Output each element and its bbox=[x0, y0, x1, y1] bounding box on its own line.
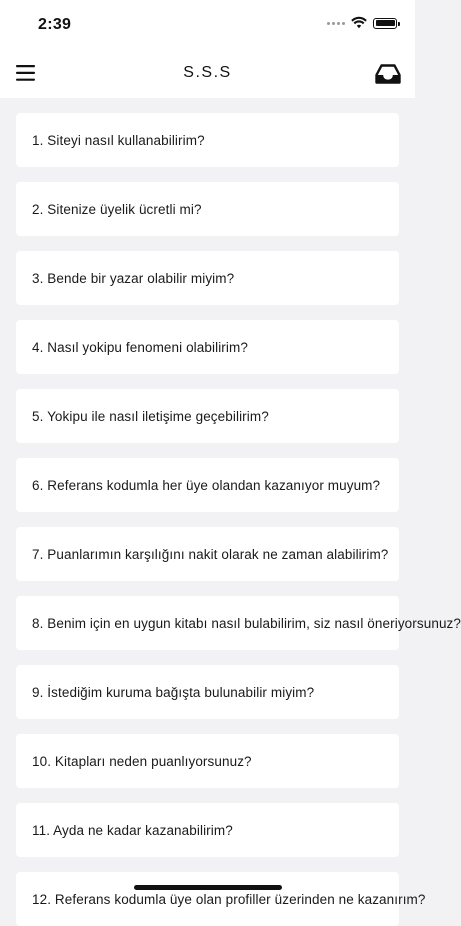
faq-question: 10. Kitapları neden puanlıyorsunuz? bbox=[32, 753, 252, 769]
faq-question: 8. Benim için en uygun kitabı nasıl bulabilirim, siz nasıl öneriyorsunuz? bbox=[32, 615, 461, 631]
battery-icon bbox=[373, 18, 397, 29]
faq-item[interactable] bbox=[16, 803, 399, 857]
faq-item[interactable] bbox=[16, 320, 399, 374]
faq-item[interactable] bbox=[16, 251, 399, 305]
faq-item[interactable] bbox=[16, 182, 399, 236]
faq-question: 7. Puanlarımın karşılığını nakit olarak ne zaman alabilirim? bbox=[32, 546, 389, 562]
faq-item[interactable] bbox=[16, 596, 461, 650]
navigation-bar bbox=[0, 50, 415, 98]
home-indicator[interactable] bbox=[134, 885, 282, 890]
faq-item[interactable] bbox=[16, 665, 399, 719]
page-title: S.S.S bbox=[183, 64, 232, 81]
faq-item[interactable] bbox=[16, 389, 399, 443]
faq-question: 11. Ayda ne kadar kazanabilirim? bbox=[32, 822, 233, 838]
faq-question: 6. Referans kodumla her üye olandan kazanıyor muyum? bbox=[32, 477, 381, 493]
faq-item[interactable] bbox=[16, 458, 399, 512]
faq-question: 12. Referans kodumla üye olan profiller üzerinden ne kazanırım? bbox=[32, 891, 426, 907]
faq-question: 4. Nasıl yokipu fenomeni olabilirim? bbox=[32, 339, 248, 355]
faq-question: 2. Sitenize üyelik ücretli mi? bbox=[32, 201, 202, 217]
inbox-icon[interactable] bbox=[375, 63, 401, 85]
faq-item[interactable] bbox=[16, 527, 399, 581]
signal-dots-icon bbox=[327, 22, 345, 25]
faq-item[interactable] bbox=[16, 734, 399, 788]
faq-list bbox=[0, 98, 461, 907]
faq-question: 9. İstediğim kuruma bağışta bulunabilir miyim? bbox=[32, 684, 315, 700]
status-time: 2:39 bbox=[38, 16, 72, 33]
menu-icon[interactable] bbox=[16, 64, 36, 82]
status-icons bbox=[327, 17, 397, 29]
faq-question: 3. Bende bir yazar olabilir miyim? bbox=[32, 270, 235, 286]
wifi-icon bbox=[351, 17, 367, 29]
status-bar bbox=[0, 0, 415, 50]
faq-item[interactable] bbox=[16, 113, 399, 167]
faq-question: 5. Yokipu ile nasıl iletişime geçebilirim? bbox=[32, 408, 269, 424]
faq-item[interactable] bbox=[16, 872, 426, 926]
faq-question: 1. Siteyi nasıl kullanabilirim? bbox=[32, 132, 205, 148]
